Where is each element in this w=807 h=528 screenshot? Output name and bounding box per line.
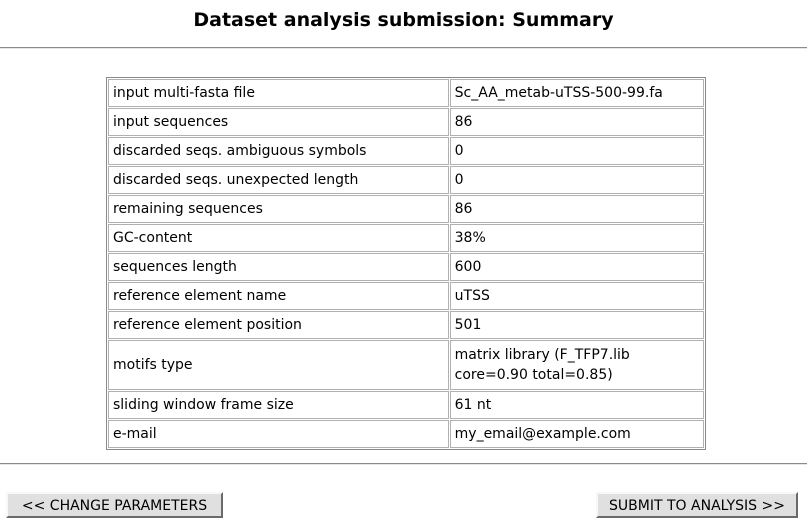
row-label-gc-content: GC-content	[108, 224, 449, 252]
table-row	[108, 282, 704, 310]
row-label-window-size: sliding window frame size	[108, 391, 449, 419]
row-value-input-file: Sc_AA_metab-uTSS-500-99.fa	[450, 79, 704, 107]
table-row	[108, 166, 704, 194]
row-value-input-sequences: 86	[450, 108, 704, 136]
row-label-discarded-ambiguous: discarded seqs. ambiguous symbols	[108, 137, 449, 165]
row-value-sequences-length: 600	[450, 253, 704, 281]
row-value-window-size: 61 nt	[450, 391, 704, 419]
table-row	[108, 420, 704, 448]
row-value-email: my_email@example.com	[450, 420, 704, 448]
row-label-reference-name: reference element name	[108, 282, 449, 310]
row-value-motifs-type: matrix library (F_TFP7.lib core=0.90 total=0.85)	[450, 340, 704, 390]
table-row	[108, 311, 704, 339]
row-label-motifs-type: motifs type	[108, 340, 449, 390]
table-row	[108, 195, 704, 223]
table-row	[108, 108, 704, 136]
change-parameters-button[interactable]: << CHANGE PARAMETERS	[6, 492, 223, 518]
row-value-reference-position: 501	[450, 311, 704, 339]
row-value-gc-content: 38%	[450, 224, 704, 252]
table-row	[108, 391, 704, 419]
row-value-remaining-sequences: 86	[450, 195, 704, 223]
row-label-reference-position: reference element position	[108, 311, 449, 339]
row-value-discarded-ambiguous: 0	[450, 137, 704, 165]
table-row	[108, 340, 704, 390]
bottom-divider	[0, 463, 807, 465]
row-label-remaining-sequences: remaining sequences	[108, 195, 449, 223]
row-label-input-sequences: input sequences	[108, 108, 449, 136]
row-label-discarded-length: discarded seqs. unexpected length	[108, 166, 449, 194]
row-value-reference-name: uTSS	[450, 282, 704, 310]
table-row	[108, 137, 704, 165]
top-divider	[0, 47, 807, 49]
summary-table	[106, 77, 706, 450]
row-label-sequences-length: sequences length	[108, 253, 449, 281]
page-title: Dataset analysis submission: Summary	[193, 9, 614, 31]
row-value-discarded-length: 0	[450, 166, 704, 194]
submit-analysis-button[interactable]: SUBMIT TO ANALYSIS >>	[596, 492, 798, 518]
table-row	[108, 224, 704, 252]
row-label-email: e-mail	[108, 420, 449, 448]
table-row	[108, 79, 704, 107]
row-label-input-file: input multi-fasta file	[108, 79, 449, 107]
table-row	[108, 253, 704, 281]
